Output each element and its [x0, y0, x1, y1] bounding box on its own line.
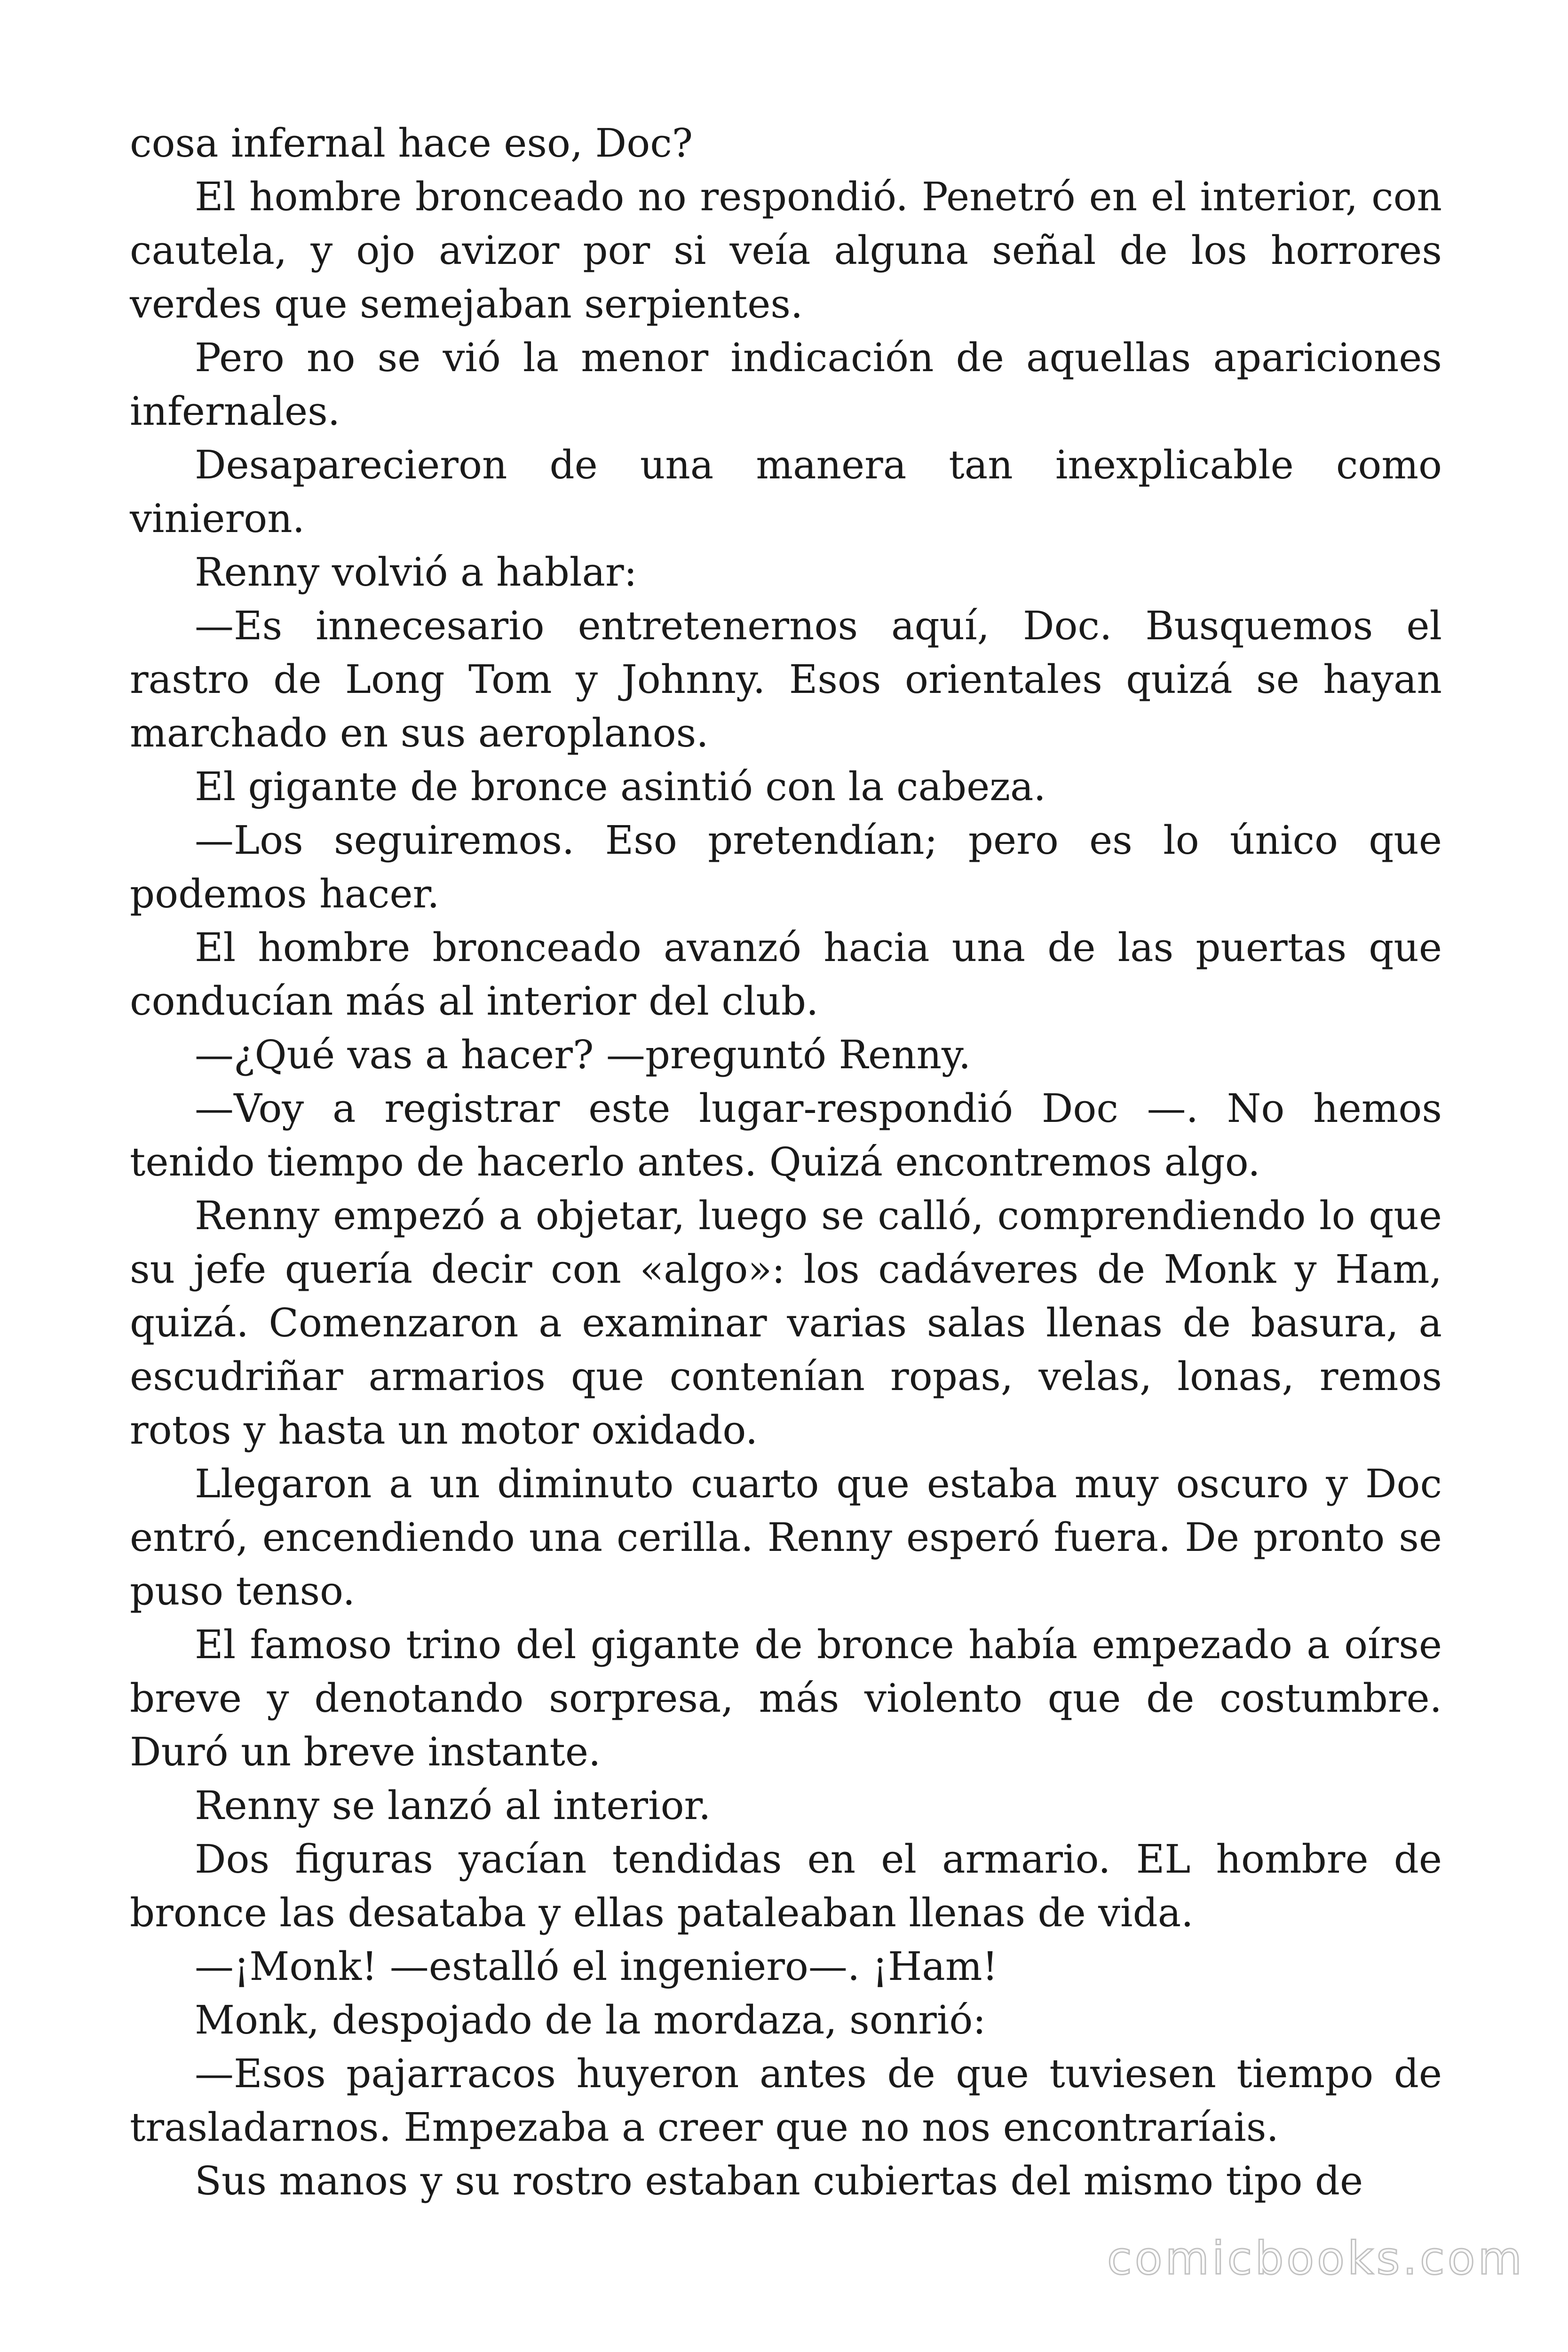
paragraph-20: Sus manos y su rostro estaban cubiertas del mismo tipo de: [195, 2158, 1363, 2204]
watermark-logo: comicbooks.com: [1107, 2232, 1525, 2285]
paragraph-15: Renny se lanzó al interior.: [195, 1783, 711, 1828]
paragraph-11: —Voy a registrar este lugar-respondió Doc —. No hemos tenido tiempo de hacerlo antes. Quizá encontremos algo.: [130, 1086, 1442, 1185]
paragraph-12: Renny empezó a objetar, luego se calló, comprendiendo lo que su jefe quería decir con «algo»: los cadáveres de Monk y Ham, quizá. Comenzaron a examinar varias salas llenas de basura, a escudriñar armarios que contenían ropas, velas, lonas, remos rotos y hasta un motor oxidado.: [130, 1193, 1442, 1453]
paragraph-2: El hombre bronceado no respondió. Penetró en el interior, con cautela, y ojo avizor por si veía alguna señal de los horrores verdes que semejaban serpientes.: [130, 174, 1442, 327]
paragraph-7: El gigante de bronce asintió con la cabeza.: [195, 764, 1046, 810]
paragraph-3: Pero no se vió la menor indicación de aquellas apariciones infernales.: [130, 335, 1442, 434]
paragraph-13: Llegaron a un diminuto cuarto que estaba muy oscuro y Doc entró, encendiendo una cerilla. Renny esperó fuera. De pronto se puso tenso.: [130, 1461, 1442, 1614]
paragraph-4: Desaparecieron de una manera tan inexplicable como vinieron.: [130, 442, 1442, 541]
paragraph-8: —Los seguiremos. Eso pretendían; pero es lo único que podemos hacer.: [130, 818, 1442, 917]
paragraph-9: El hombre bronceado avanzó hacia una de las puertas que conducían más al interior del club.: [130, 925, 1442, 1024]
paragraph-5: Renny volvió a hablar:: [195, 549, 637, 595]
paragraph-17: —¡Monk! —estalló el ingeniero—. ¡Ham!: [195, 1944, 998, 1989]
paragraph-14: El famoso trino del gigante de bronce había empezado a oírse breve y denotando sorpresa, más violento que de costumbre. Duró un breve instante.: [130, 1622, 1442, 1775]
paragraph-19: —Esos pajarracos huyeron antes de que tuviesen tiempo de trasladarnos. Empezaba a creer que no nos encontraríais.: [130, 2051, 1442, 2150]
paragraph-1: cosa infernal hace eso, Doc?: [130, 120, 693, 166]
paragraph-6: —Es innecesario entretenernos aquí, Doc. Busquemos el rastro de Long Tom y Johnny. Esos orientales quizá se hayan marchado en sus aeroplanos.: [130, 603, 1442, 756]
page-text: [130, 117, 1442, 2208]
paragraph-18: Monk, despojado de la mordaza, sonrió:: [195, 1997, 986, 2043]
paragraph-10: —¿Qué vas a hacer? —preguntó Renny.: [195, 1032, 971, 1078]
paragraph-16: Dos figuras yacían tendidas en el armario. EL hombre de bronce las desataba y ellas pataleaban llenas de vida.: [130, 1836, 1442, 1936]
